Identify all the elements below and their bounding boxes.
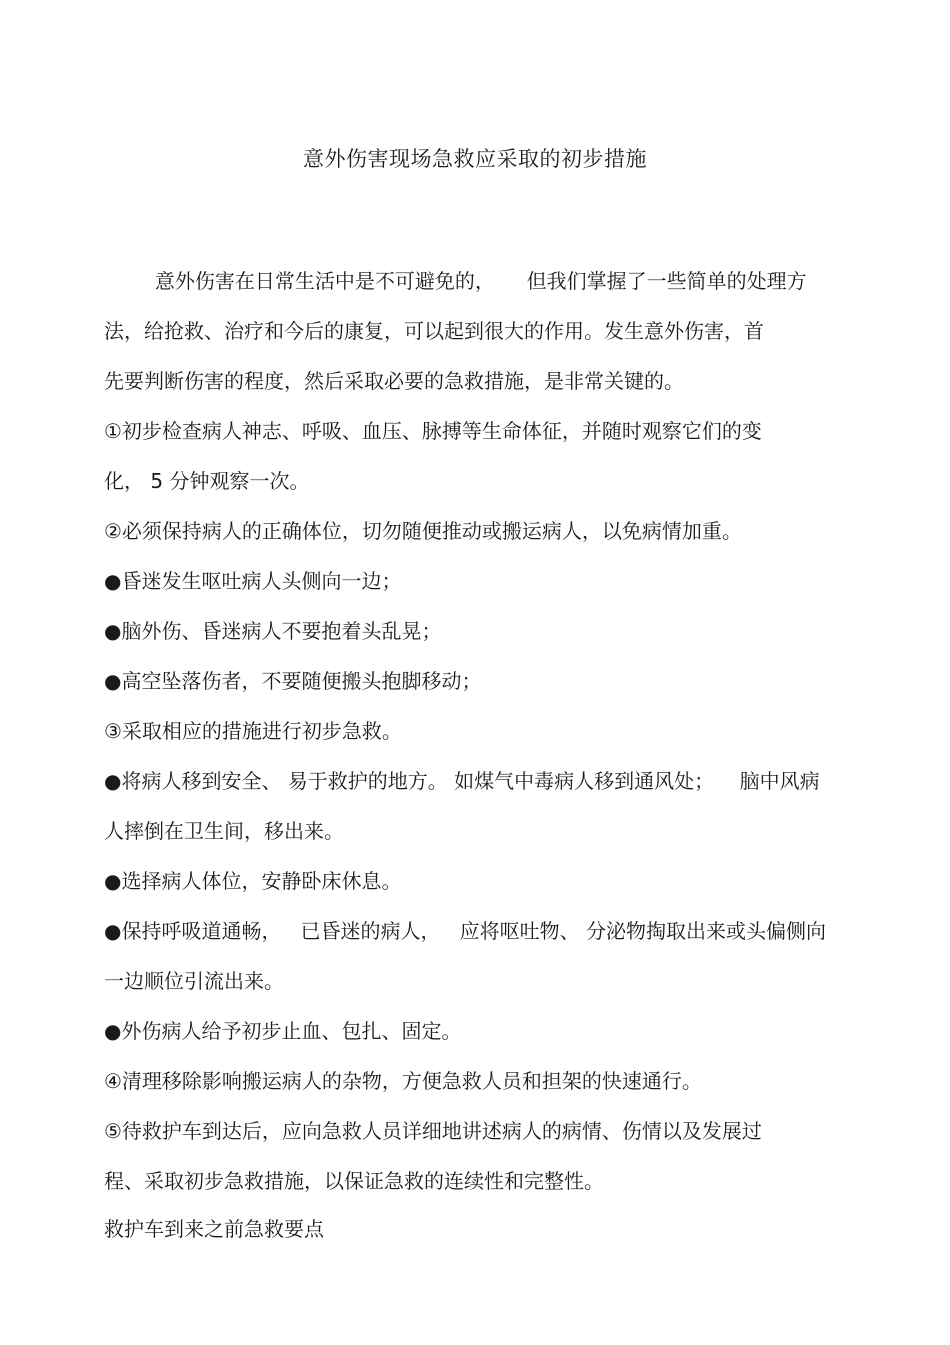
bullet-item: ●选择病人体位，安静卧床休息。 — [104, 869, 402, 893]
paragraph-line: 先要判断伤害的程度，然后采取必要的急救措施，是非常关键的。 — [104, 369, 684, 393]
section-heading: 救护车到来之前急救要点 — [104, 1217, 324, 1241]
bullet-item: ●脑外伤、昏迷病人不要抱着头乱晃； — [104, 619, 442, 643]
bullet-item: ●外伤病人给予初步止血、包扎、固定。 — [104, 1019, 462, 1043]
bullet-item: ●昏迷发生呕吐病人头侧向一边； — [104, 569, 402, 593]
list-item: ④清理移除影响搬运病人的杂物，方便急救人员和担架的快速通行。 — [104, 1069, 702, 1093]
bullet-item: ●高空坠落伤者，不要随便搬头抱脚移动； — [104, 669, 482, 693]
list-item: ①初步检查病人神志、呼吸、血压、脉搏等生命体征，并随时观察它们的变 — [104, 419, 762, 443]
paragraph-line: 意外伤害在日常生活中是不可避免的， 但我们掌握了一些简单的处理方 — [104, 269, 807, 293]
bullet-item-continuation: 人摔倒在卫生间，移出来。 — [104, 819, 344, 843]
list-item-continuation: 化， 5 分钟观察一次。 — [104, 469, 310, 493]
bullet-item-continuation: 一边顺位引流出来。 — [104, 969, 284, 993]
list-item-continuation: 程、采取初步急救措施，以保证急救的连续性和完整性。 — [104, 1169, 604, 1193]
paragraph-line: 法，给抢救、治疗和今后的康复，可以起到很大的作用。发生意外伤害，首 — [104, 319, 764, 343]
list-item: ⑤待救护车到达后，应向急救人员详细地讲述病人的病情、伤情以及发展过 — [104, 1119, 762, 1143]
bullet-item: ●将病人移到安全、 易于救护的地方。 如煤气中毒病人移到通风处； 脑中风病 — [104, 769, 820, 793]
list-item: ③采取相应的措施进行初步急救。 — [104, 719, 402, 743]
list-item: ②必须保持病人的正确体位，切勿随便推动或搬运病人，以免病情加重。 — [104, 519, 742, 543]
document-title: 意外伤害现场急救应采取的初步措施 — [303, 147, 647, 171]
bullet-item: ●保持呼吸道通畅， 已昏迷的病人， 应将呕吐物、 分泌物掏取出来或头偏侧向 — [104, 919, 826, 943]
